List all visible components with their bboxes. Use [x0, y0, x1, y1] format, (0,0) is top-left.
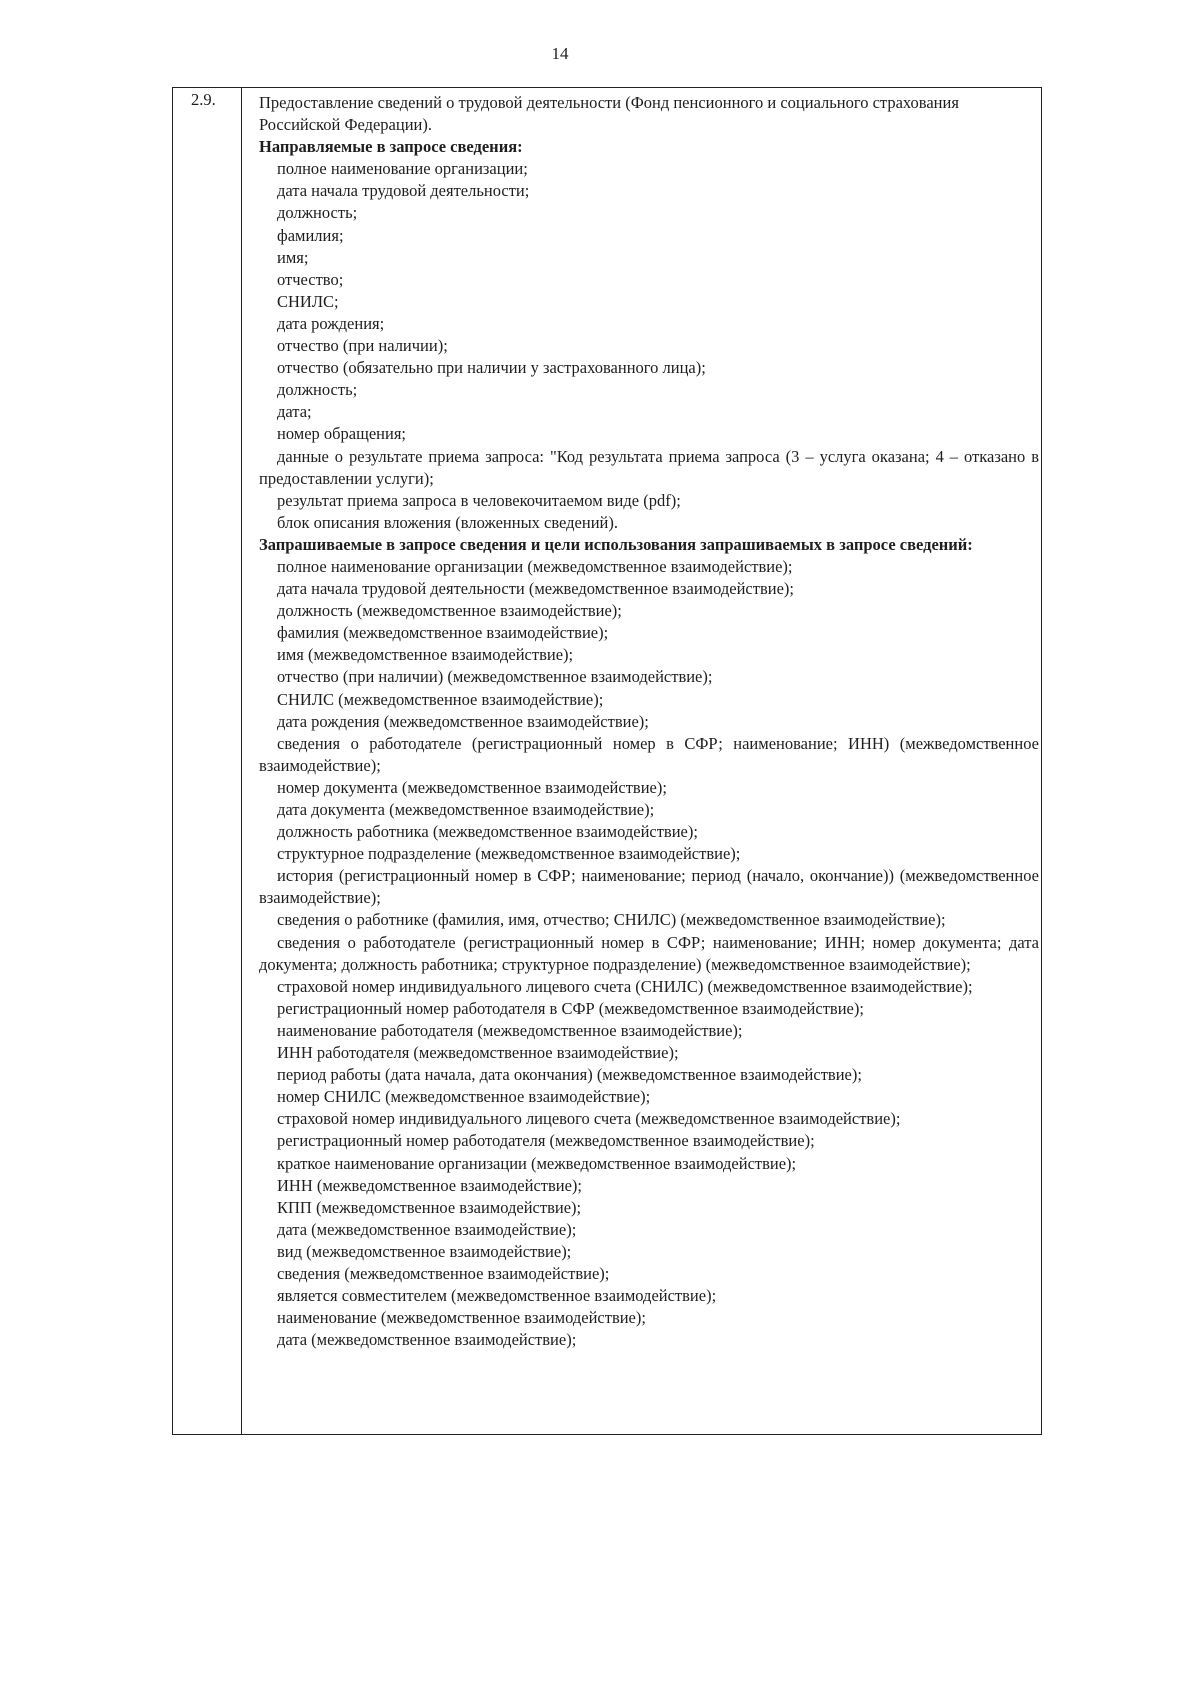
list-item: номер документа (межведомственное взаимодействие); [277, 777, 667, 797]
item-number: 2.9. [191, 90, 216, 109]
list-item: отчество (при наличии); [277, 336, 448, 356]
requested-list [259, 556, 1039, 1351]
list-item: имя (межведомственное взаимодействие); [277, 645, 574, 665]
list-item: наименование (межведомственное взаимодействие); [277, 1308, 646, 1328]
list-item: дата начала трудовой деятельности; [277, 181, 530, 201]
list-item: СНИЛС (межведомственное взаимодействие); [277, 689, 604, 709]
list-item: фамилия (межведомственное взаимодействие); [277, 623, 609, 643]
list-item: дата начала трудовой деятельности (межведомственное взаимодействие); [277, 579, 794, 599]
list-item: фамилия; [277, 225, 344, 245]
list-item: СНИЛС; [277, 291, 339, 311]
list-item: ИНН (межведомственное взаимодействие); [277, 1175, 583, 1195]
list-item: сведения о работодателе (регистрационный номер в СФР; наименование; ИНН) (межведомственное взаимодействие); [259, 733, 1039, 775]
list-item: должность; [277, 203, 358, 223]
list-item: результат приема запроса в человекочитаемом виде (pdf); [277, 490, 681, 510]
list-item: регистрационный номер работодателя (межведомственное взаимодействие); [277, 1131, 815, 1151]
list-item: дата (межведомственное взаимодействие); [277, 1330, 577, 1350]
list-item: дата (межведомственное взаимодействие); [277, 1219, 577, 1239]
list-item: история (регистрационный номер в СФР; наименование; период (начало, окончание)) (межведомственное взаимодействие); [259, 866, 1039, 908]
list-item: полное наименование организации (межведомственное взаимодействие); [277, 556, 793, 576]
list-item: отчество (при наличии) (межведомственное взаимодействие); [277, 667, 713, 687]
list-item: отчество (обязательно при наличии у застрахованного лица); [277, 358, 706, 378]
list-item: страховой номер индивидуального лицевого счета (межведомственное взаимодействие); [277, 1109, 901, 1129]
list-item: данные о результате приема запроса: "Код результата приема запроса (3 – услуга оказана; 4 – отказано в предоставлении услуги); [259, 446, 1039, 488]
service-title: Предоставление сведений о трудовой деятельности (Фонд пенсионного и социального страхования Российской Федерации). [259, 93, 959, 135]
sent-list [259, 158, 1039, 534]
list-item: сведения (межведомственное взаимодействие); [277, 1263, 610, 1283]
requested-heading: Запрашиваемые в запросе сведения и цели использования запрашиваемых в запросе сведений: [259, 534, 973, 554]
list-item: является совместителем (межведомственное взаимодействие); [277, 1286, 717, 1306]
list-item: номер обращения; [277, 424, 406, 444]
list-item: сведения о работодателе (регистрационный номер в СФР; наименование; ИНН; номер документа; дата документа; должность работника; структурное подразделение) (межведомственное взаимодействие); [259, 932, 1039, 974]
list-item: страховой номер индивидуального лицевого счета (СНИЛС) (межведомственное взаимодействие); [277, 976, 973, 996]
item-content [259, 92, 1039, 1351]
sent-heading: Направляемые в запросе сведения: [259, 137, 523, 157]
list-item: дата; [277, 402, 312, 422]
list-item: дата рождения; [277, 313, 385, 333]
list-item: период работы (дата начала, дата окончания) (межведомственное взаимодействие); [277, 1065, 862, 1085]
list-item: отчество; [277, 269, 344, 289]
document-table-row [172, 87, 1042, 1435]
list-item: наименование работодателя (межведомственное взаимодействие); [277, 1020, 743, 1040]
list-item: имя; [277, 247, 309, 267]
list-item: структурное подразделение (межведомственное взаимодействие); [277, 844, 741, 864]
list-item: краткое наименование организации (межведомственное взаимодействие); [277, 1153, 797, 1173]
list-item: полное наименование организации; [277, 159, 528, 179]
list-item: должность; [277, 380, 358, 400]
list-item: сведения о работнике (фамилия, имя, отчество; СНИЛС) (межведомственное взаимодействие); [277, 910, 946, 930]
page-number: 14 [551, 44, 569, 63]
list-item: блок описания вложения (вложенных сведений). [277, 512, 618, 532]
list-item: дата документа (межведомственное взаимодействие); [277, 800, 655, 819]
list-item: регистрационный номер работодателя в СФР (межведомственное взаимодействие); [277, 998, 864, 1018]
list-item: ИНН работодателя (межведомственное взаимодействие); [277, 1043, 679, 1063]
list-item: должность (межведомственное взаимодействие); [277, 601, 622, 621]
list-item: КПП (межведомственное взаимодействие); [277, 1197, 582, 1217]
list-item: дата рождения (межведомственное взаимодействие); [277, 711, 649, 731]
list-item: вид (межведомственное взаимодействие); [277, 1241, 572, 1261]
list-item: номер СНИЛС (межведомственное взаимодействие); [277, 1087, 651, 1107]
list-item: должность работника (межведомственное взаимодействие); [277, 822, 698, 842]
column-divider [241, 88, 242, 1434]
